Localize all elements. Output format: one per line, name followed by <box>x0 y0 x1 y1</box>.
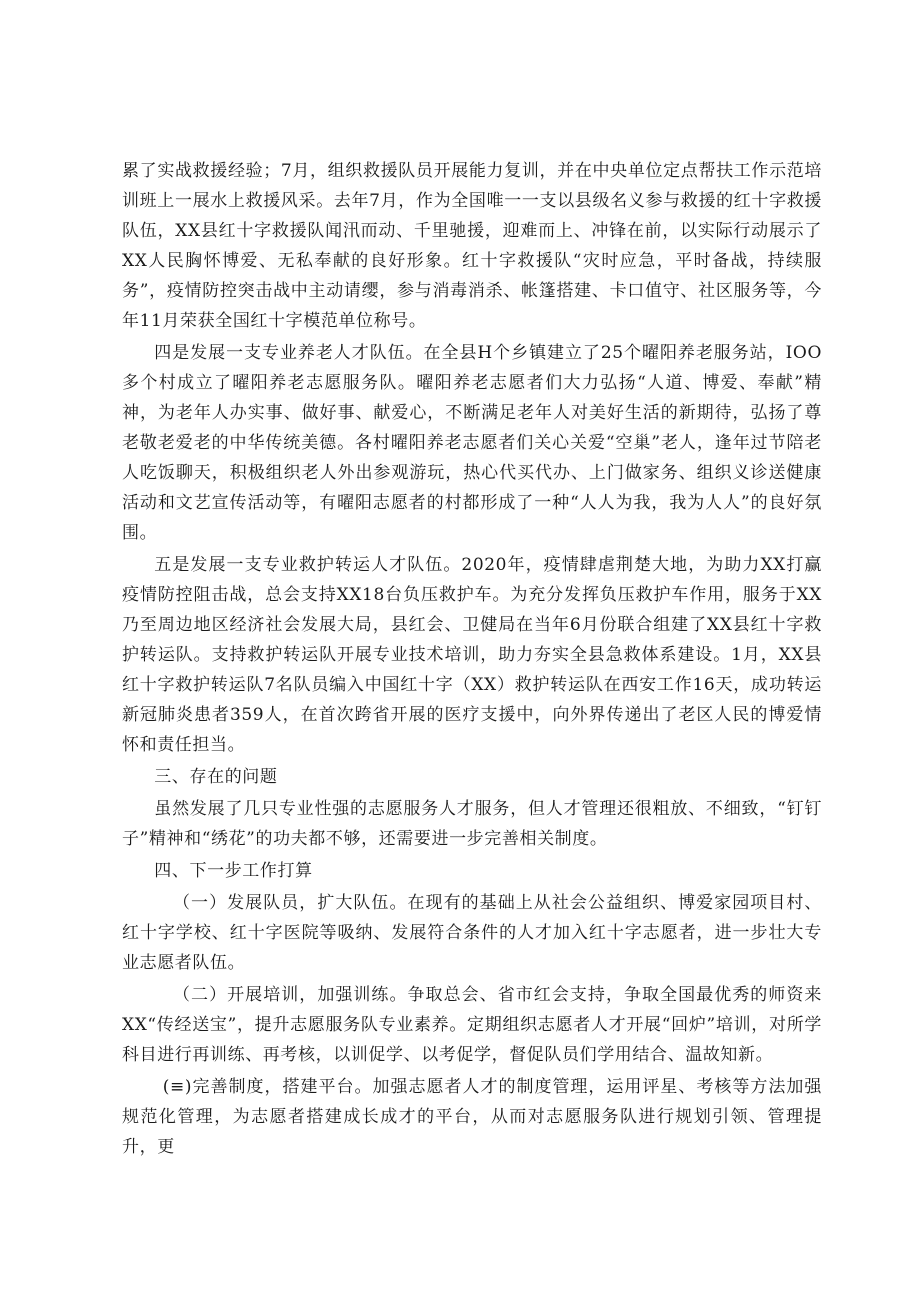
paragraph-ambulance-transfer-team: 五是发展一支专业救护转运人才队伍。2020年，疫情肆虐荆楚大地，为助力XX打赢疫情防控阻击战，总会支持XX18台负压救护车。为充分发挥负压救护车作用，服务于XX乃至周边地区经济社会发展大局，县红会、卫健局在当年6月份联合组建了XX县红十字救护转运队。支持救护转运队开展专业技术培训，助力夯实全县急救体系建设。1月，XX县红十字救护转运队7名队员编入中国红十字（XX）救护转运队在西安工作16天，成功转运新冠肺炎患者359人，在首次跨省开展的医疗支援中，向外界传递出了老区人民的博爱情怀和责任担当。 <box>122 555 822 755</box>
paragraph-elderly-care-team: 四是发展一支专业养老人才队伍。在全县H个乡镇建立了25个曜阳养老服务站，IOO多个村成立了曜阳养老志愿服务队。曜阳养老志愿者们大力弘扬“人道、博爱、奉献”精神，为老年人办实事、做好事、献爱心，不断满足老年人对美好生活的新期待，弘扬了尊老敬老爱老的中华传统美德。各村曜阳养老志愿者们关心关爱“空巢”老人，逢年过节陪老人吃饭聊天，积极组织老人外出参观游玩，热心代买代办、上门做家务、组织义诊送健康活动和文艺宣传活动等，有曜阳志愿者的村都形成了一种“人人为我，我为人人”的良好氛围。 <box>122 343 822 543</box>
paragraph-expand-team: （一）发展队员，扩大队伍。在现有的基础上从社会公益组织、博爱家园项目村、红十字学校、红十字医院等吸纳、发展符合条件的人才加入红十字志愿者，进一步壮大专业志愿者队伍。 <box>122 893 822 973</box>
paragraph-improve-system: (≡)完善制度，搭建平台。加强志愿者人才的制度管理，运用评星、考核等方法加强规范化管理，为志愿者搭建成长成才的平台，从而对志愿服务队进行规划引领、管理提升，更 <box>122 1077 822 1157</box>
section-heading-next-steps: 四、下一步工作打算 <box>154 861 313 881</box>
paragraph-rescue-team: 累了实战救援经验；7月，组织救援队员开展能力复训，并在中央单位定点帮扶工作示范培训班上一展水上救援风采。去年7月，作为全国唯一一支以县级名义参与救援的红十字救援队伍，XX县红十字救援队闻汛而动、千里驰援，迎难而上、冲锋在前，以实际行动展示了XX人民胸怀博爱、无私奉献的良好形象。红十字救援队“灾时应急，平时备战，持续服务”，疫情防控突击战中主动请缨，参与消毒消杀、帐篷搭建、卡口值守、社区服务等，今年11月荣获全国红十字模范单位称号。 <box>122 161 822 331</box>
section-heading-problems: 三、存在的问题 <box>154 767 278 787</box>
paragraph-problems: 虽然发展了几只专业性强的志愿服务人才服务，但人才管理还很粗放、不细致，“钉钉子”精神和“绣花”的功夫都不够，还需要进一步完善相关制度。 <box>122 799 822 849</box>
document-body <box>122 156 822 1164</box>
paragraph-training: （二）开展培训，加强训练。争取总会、省市红会支持，争取全国最优秀的师资来XX“传经送宝”，提升志愿服务队专业素养。定期组织志愿者人才开展“回炉”培训，对所学科目进行再训练、再考核，以训促学、以考促学，督促队员们学用结合、温故知新。 <box>122 985 822 1065</box>
